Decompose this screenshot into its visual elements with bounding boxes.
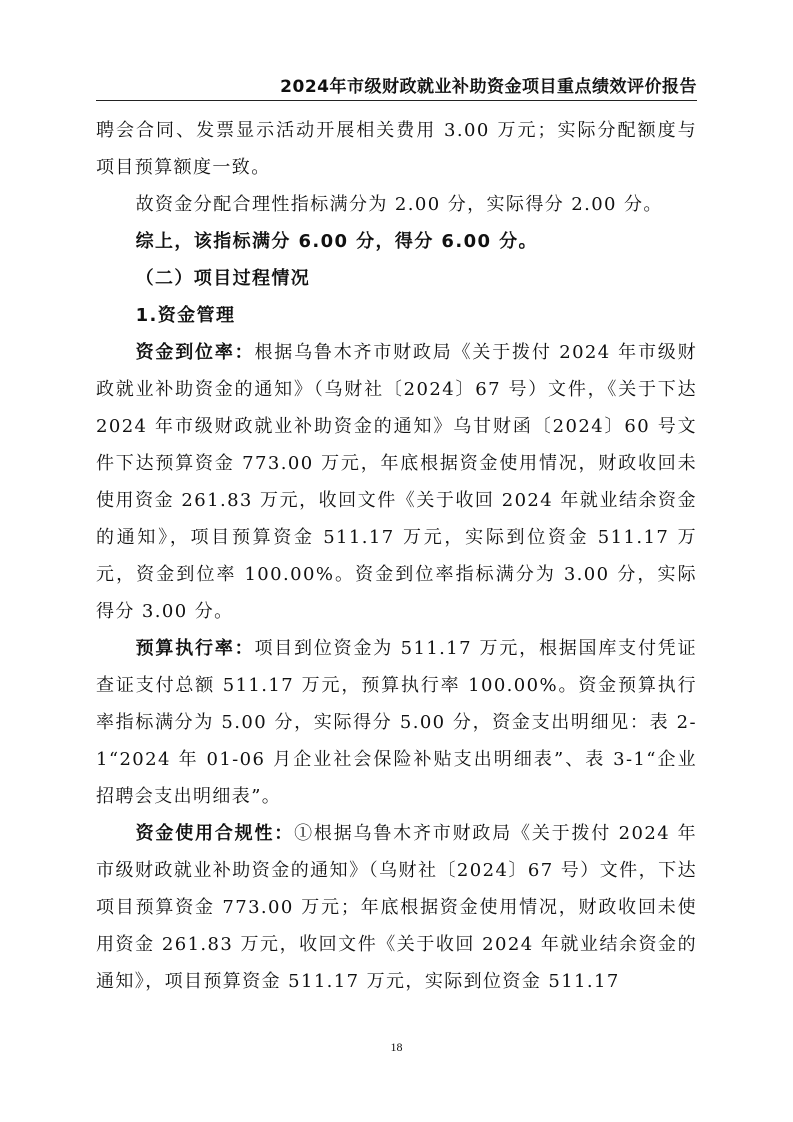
document-body bbox=[96, 112, 697, 1000]
paragraph-fund-arrival bbox=[96, 334, 697, 630]
paragraph-fund-compliance bbox=[96, 815, 697, 1000]
text-budget-execution: 项目到位资金为 511.17 万元，根据国库支付凭证查证支付总额 511.17 万元，预算执行率 100.00%。资金预算执行率指标满分为 5.00 分，实际得分 5.00 分，资金支出明细见：表 2-1“2024 年 01-06 月企业社会保险补贴支出明细表”、表 3-1“企业招聘会支出明细表”。 bbox=[96, 638, 697, 807]
page-header-title: 2024年市级财政就业补助资金项目重点绩效评价报告 bbox=[280, 77, 697, 97]
page-number: 18 bbox=[390, 1040, 403, 1054]
subsection-heading-fund-management: 1.资金管理 bbox=[135, 305, 236, 326]
paragraph-allocation-score: 故资金分配合理性指标满分为 2.00 分，实际得分 2.00 分。 bbox=[135, 194, 663, 215]
text-fund-compliance: ①根据乌鲁木齐市财政局《关于拨付 2024 年市级财政就业补助资金的通知》（乌财社〔2024〕67 号）文件，下达项目预算资金 773.00 万元；年底根据资金使用情况，财政收回未使用资金 261.83 万元，收回文件《关于收回 2024 年就业结余资金的通知》，项目预算资金 511.17 万元，实际到位资金 511.17 bbox=[96, 823, 698, 992]
paragraph-summary-score: 综上，该指标满分 6.00 分，得分 6.00 分。 bbox=[135, 231, 538, 252]
header-rule bbox=[96, 100, 697, 101]
lead-fund-arrival: 资金到位率： bbox=[135, 342, 255, 363]
lead-budget-execution: 预算执行率： bbox=[135, 638, 255, 659]
section-heading-process: （二）项目过程情况 bbox=[135, 268, 311, 289]
text-fund-arrival: 根据乌鲁木齐市财政局《关于拨付 2024 年市级财政就业补助资金的通知》（乌财社〔2024〕67 号）文件，《关于下达 2024 年市级财政就业补助资金的通知》乌甘财函〔2024〕60 号文件下达预算资金 773.00 万元，年底根据资金使用情况，财政收回未使用资金 261.83 万元，收回文件《关于收回 2024 年就业结余资金的通知》，项目预算资金 511.17 万元，实际到位资金 511.17 万元，资金到位率 100.00%。资金到位率指标满分为 3.00 分，实际得分 3.00 分。 bbox=[96, 342, 698, 622]
paragraph-contract: 聘会合同、发票显示活动开展相关费用 3.00 万元；实际分配额度与项目预算额度一致。 bbox=[96, 120, 697, 178]
paragraph-budget-execution bbox=[96, 630, 697, 815]
lead-fund-compliance: 资金使用合规性： bbox=[135, 823, 295, 844]
